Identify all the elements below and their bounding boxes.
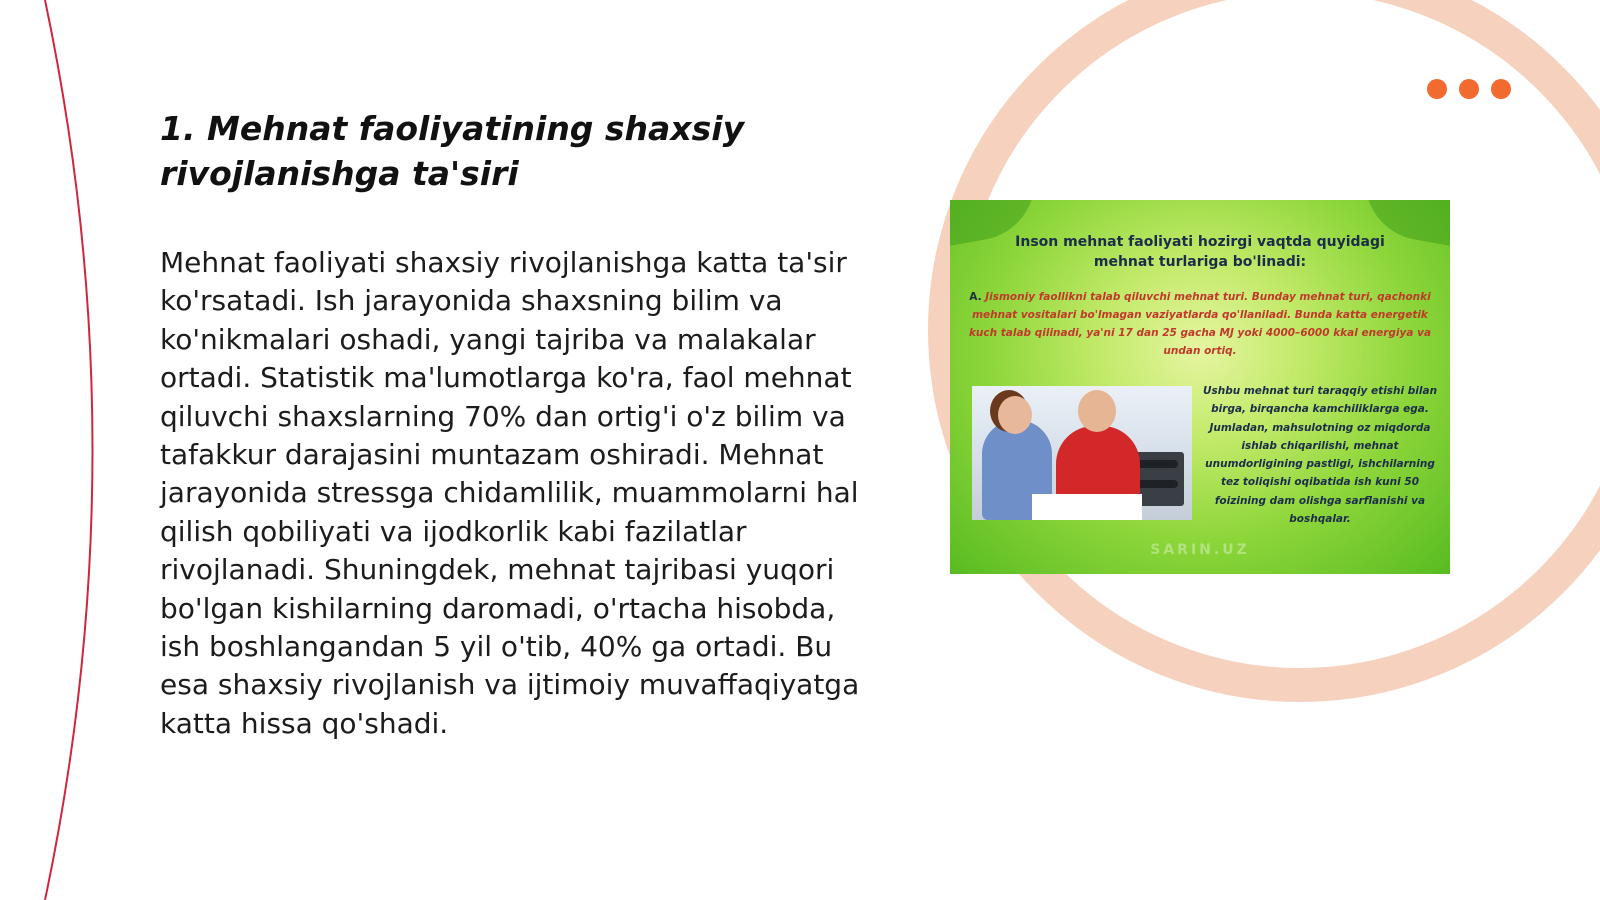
dot xyxy=(1491,79,1511,99)
infographic-paragraph-a xyxy=(964,288,1436,360)
more-dots-icon xyxy=(1427,79,1511,99)
infographic-heading: Inson mehnat faoliyati hozirgi vaqtda quyidagi mehnat turlariga bo'linadi: xyxy=(1015,234,1385,270)
paragraph-a-text: Jismoniy faollikni talab qiluvchi mehnat turi. Bunday mehnat turi, qachonki mehnat vositalari bo'lmagan vaziyatlarda qo'llaniladi. Bunda katta energetik kuch talab qilinadi, ya'ni 17 dan 25 gacha MJ yoki 4000–6000 kkal energiya va undan ortiq. xyxy=(968,291,1432,357)
infographic-image xyxy=(950,200,1450,574)
dot xyxy=(1459,79,1479,99)
nurse-head xyxy=(998,396,1032,434)
table xyxy=(1032,494,1142,520)
man-head xyxy=(1078,390,1116,432)
slide-title: 1. Mehnat faoliyatining shaxsiy rivojlanishga ta'siri xyxy=(160,109,745,193)
dot xyxy=(1427,79,1447,99)
slide-body-text: Mehnat faoliyati shaxsiy rivojlanishga katta ta'sir ko'rsatadi. Ish jarayonida shaxsning bilim va ko'nikmalari oshadi, yangi tajriba va malakalar ortadi. Statistik ma'lumotlarga ko'ra, faol mehnat qiluvchi shaxslarning 70% dan ortig'i o'z bilim va tafakkur darajasini muntazam oshiradi. Mehnat jarayonida stressga chidamlilik, muammolarni hal qilish qobiliyati va ijodkorlik kabi fazilatlar rivojlanadi. Shuningdek, mehnat tajribasi yuqori bo'lgan kishilarning daromadi, o'rtacha hisobda, ish boshlangandan 5 yil o'tib, 40% ga ortadi. Bu esa shaxsiy rivojlanish va ijtimoiy muvaffaqiyatga katta hissa qo'shadi. xyxy=(160,246,860,740)
watermark: SARIN.UZ xyxy=(1150,542,1250,558)
infographic-photo xyxy=(972,386,1192,520)
infographic-paragraph-b: Ushbu mehnat turi taraqqiy etishi bilan birga, birqancha kamchiliklarga ega. Jumladan, mahsulotning oz miqdorda ishlab chiqarilishi, mehnat unumdorligining pastligi, ishchilarning tez toliqishi oqibatida ish kuni 50 foizining dam olishga sarflanishi va boshqalar. xyxy=(1202,385,1438,526)
paragraph-a-marker: A. xyxy=(969,291,982,303)
